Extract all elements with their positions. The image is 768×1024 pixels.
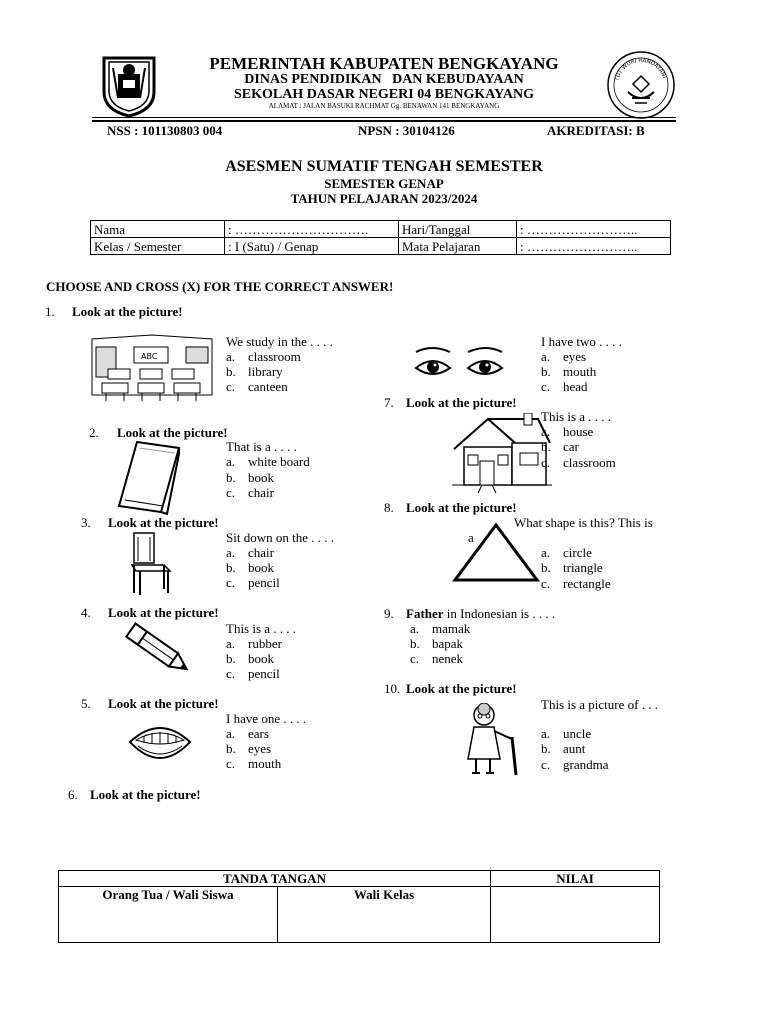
q5-number: 5. [81, 696, 91, 711]
q4-heading [81, 605, 219, 620]
q4-option-c[interactable]: c. pencil [226, 666, 280, 681]
q1-option-c[interactable]: c. canteen [226, 379, 288, 394]
akreditasi-text: AKREDITASI: B [547, 123, 645, 138]
instruction-text: CHOOSE AND CROSS (X) FOR THE CORRECT ANSWER! [46, 279, 394, 294]
q10-number: 10. [384, 681, 401, 696]
student-info-table [90, 220, 671, 255]
wali-kelas-signature-cell[interactable]: Wali Kelas [278, 887, 491, 943]
q8-option-c[interactable]: c. rectangle [541, 576, 611, 591]
q3-number: 3. [81, 515, 91, 530]
q8-prompt-continued: a [468, 530, 474, 545]
house-illustration [450, 413, 554, 493]
eyes-illustration [412, 346, 506, 382]
hari-field[interactable]: : …………………….. [517, 221, 671, 238]
q5-head: Look at the picture! [108, 696, 219, 711]
q2-head: Look at the picture! [117, 425, 228, 440]
q1-head: Look at the picture! [72, 304, 183, 319]
q10-prompt: This is a picture of . . . [541, 697, 658, 712]
header-rule-thick [92, 120, 676, 122]
nama-label: Nama [91, 221, 225, 238]
q7-head: Look at the picture! [406, 395, 517, 410]
q6-head: Look at the picture! [90, 787, 201, 802]
mapel-label: Mata Pelajaran [399, 238, 517, 255]
orang-tua-signature-cell[interactable]: Orang Tua / Wali Siswa [59, 887, 278, 943]
q7-option-b[interactable]: b. car [541, 439, 579, 454]
q7-option-c[interactable]: c. classroom [541, 455, 616, 470]
q9-heading [384, 606, 555, 621]
q10-heading [384, 681, 517, 696]
q10-option-c[interactable]: c. grandma [541, 757, 609, 772]
q7-number: 7. [384, 395, 394, 410]
q9-option-c[interactable]: c. nenek [410, 651, 464, 666]
q2-heading [89, 425, 228, 440]
header-line-3: SEKOLAH DASAR NEGERI 04 BENGKAYANG [233, 87, 535, 102]
q8-heading [384, 500, 517, 515]
header-rule-thin [92, 117, 676, 118]
triangle-illustration [452, 522, 540, 584]
q3-head: Look at the picture! [108, 515, 219, 530]
q7-heading [384, 395, 517, 410]
q1-option-a[interactable]: a. classroom [226, 349, 301, 364]
q5-option-c[interactable]: c. mouth [226, 756, 282, 771]
hari-label: Hari/Tanggal [399, 221, 517, 238]
q8-number: 8. [384, 500, 394, 515]
q4-option-a[interactable]: a. rubber [226, 636, 282, 651]
q6-heading [68, 787, 201, 802]
q4-prompt: This is a . . . . [226, 621, 297, 636]
q2-option-b[interactable]: b. book [226, 470, 274, 485]
header-address: ALAMAT : JALAN BASUKI RACHMAT Gg. BENAWAN 141 BENGKAYANG [268, 102, 500, 110]
q2-option-c[interactable]: c. chair [226, 485, 274, 500]
kelas-label: Kelas / Semester [91, 238, 225, 255]
exam-year: TAHUN PELAJARAN 2023/2024 [290, 191, 478, 206]
q8-prompt: What shape is this? This is [514, 515, 653, 530]
q1-option-b[interactable]: b. library [226, 364, 283, 379]
q6-prompt: I have two . . . . [541, 334, 622, 349]
q2-prompt: That is a . . . . [226, 439, 297, 454]
q10-head: Look at the picture! [406, 681, 517, 696]
q6-number: 6. [68, 787, 78, 802]
kelas-field: : I (Satu) / Genap [225, 238, 399, 255]
q2-option-a[interactable]: a. white board [226, 454, 310, 469]
mapel-field[interactable]: : …………………….. [517, 238, 671, 255]
mouth-illustration [128, 718, 192, 768]
q8-option-a[interactable]: a. circle [541, 545, 592, 560]
q8-option-b[interactable]: b. triangle [541, 560, 603, 575]
q3-heading [81, 515, 219, 530]
q9-head-rest: in Indonesian is . . . . [443, 606, 556, 621]
q3-option-a[interactable]: a. chair [226, 545, 274, 560]
q5-option-a[interactable]: a. ears [226, 726, 269, 741]
q9-head-bold: Father [406, 606, 444, 621]
q1-prompt: We study in the . . . . [226, 334, 333, 349]
nama-field[interactable]: : …………………………. [225, 221, 399, 238]
q4-head: Look at the picture! [108, 605, 219, 620]
q6-option-a[interactable]: a. eyes [541, 349, 587, 364]
tut-wuri-handayani-logo [606, 50, 676, 120]
q3-option-b[interactable]: b. book [226, 560, 274, 575]
q3-prompt: Sit down on the . . . . [226, 530, 334, 545]
chair-illustration [124, 531, 176, 597]
nilai-cell[interactable] [491, 887, 660, 943]
q10-option-b[interactable]: b. aunt [541, 741, 586, 756]
q3-option-c[interactable]: c. pencil [226, 575, 280, 590]
nss-text: NSS : 101130803 004 [107, 123, 223, 138]
q2-number: 2. [89, 425, 99, 440]
q10-option-a[interactable]: a. uncle [541, 726, 592, 741]
q9-option-a[interactable]: a. mamak [410, 621, 471, 636]
grandma-illustration [460, 703, 524, 777]
q1-heading [45, 304, 183, 319]
svg-text:TUT WURI HANDAYANI: TUT WURI HANDAYANI [614, 57, 667, 82]
pencil-illustration [122, 622, 196, 680]
q8-head: Look at the picture! [406, 500, 517, 515]
header-line-1: PEMERINTAH KABUPATEN BENGKAYANG [209, 54, 559, 73]
header-line-2: DINAS PENDIDIKAN DAN KEBUDAYAAN [244, 72, 524, 87]
q9-option-b[interactable]: b. bapak [410, 636, 464, 651]
q1-number: 1. [45, 304, 55, 319]
book-illustration [117, 440, 181, 516]
exam-semester: SEMESTER GENAP [324, 176, 444, 191]
classroom-illustration [88, 333, 216, 403]
q5-heading [81, 696, 219, 711]
tanda-tangan-header: TANDA TANGAN [59, 871, 491, 887]
svg-text:ABC: ABC [141, 352, 158, 361]
regency-emblem-logo [96, 52, 162, 118]
q6-option-b[interactable]: b. mouth [541, 364, 597, 379]
q7-option-a[interactable]: a. house [541, 424, 594, 439]
q6-option-c[interactable]: c. head [541, 379, 588, 394]
npsn-text: NPSN : 30104126 [358, 123, 455, 138]
q9-number: 9. [384, 606, 394, 621]
exam-title: ASESMEN SUMATIF TENGAH SEMESTER [225, 158, 543, 175]
nilai-header: NILAI [491, 871, 660, 887]
q4-number: 4. [81, 605, 91, 620]
q4-option-b[interactable]: b. book [226, 651, 274, 666]
q5-option-b[interactable]: b. eyes [226, 741, 272, 756]
q5-prompt: I have one . . . . [226, 711, 307, 726]
signature-table [58, 870, 660, 943]
q7-prompt: This is a . . . . [541, 409, 612, 424]
